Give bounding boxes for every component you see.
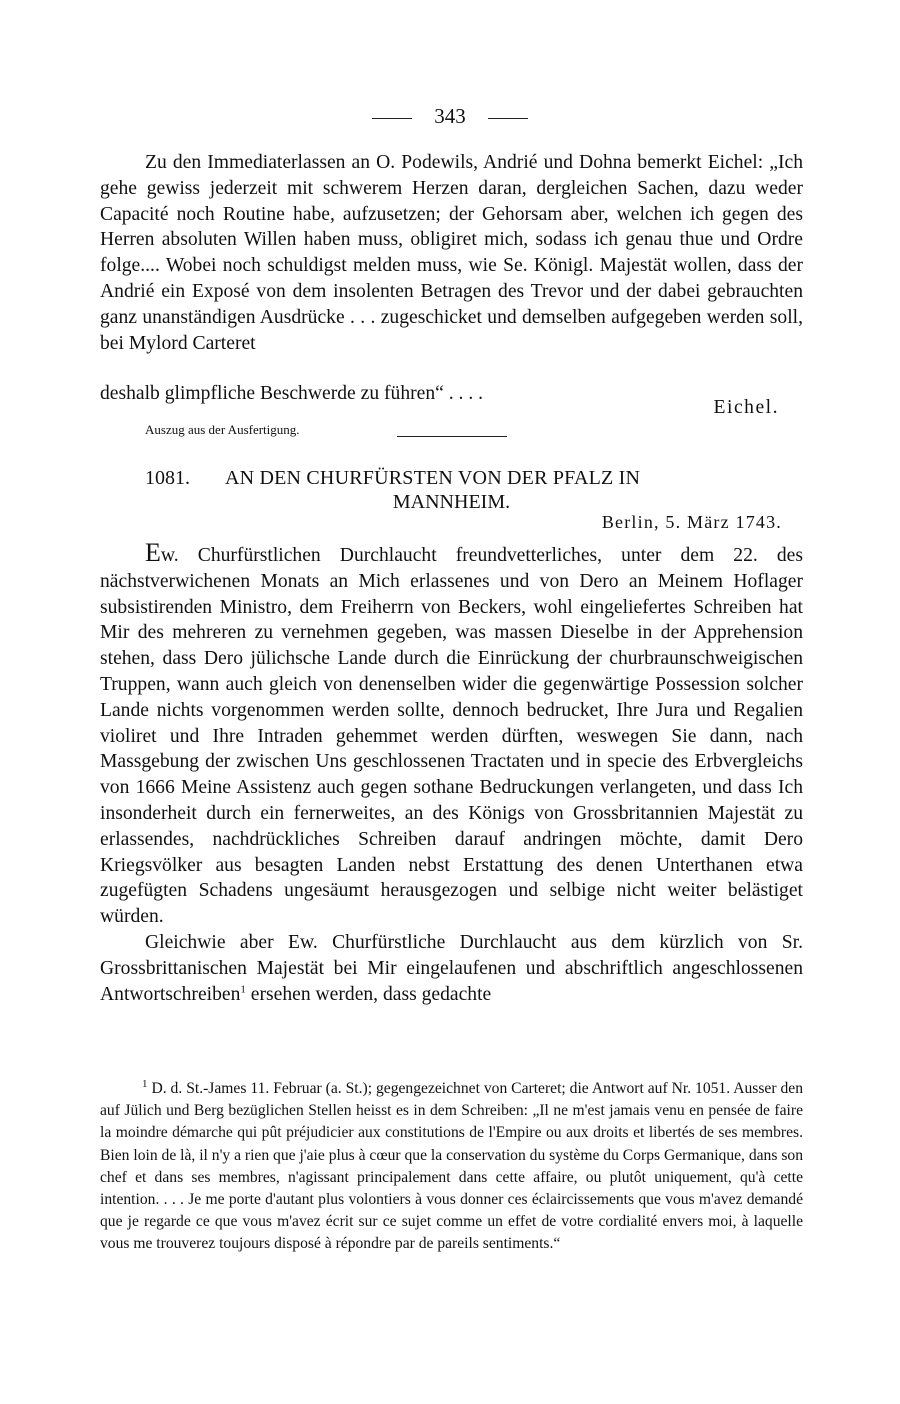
body-paragraph-1-text: w. Churfürstlichen Durchlaucht freundvetterliches, unter dem 22. des nächstverwichenen Monats an Mich erlassenes und von Dero an Meinem Hoflager subsistirenden Ministro, dem Freiherrn von Beckers, wohl eingeliefertes Schreiben hat Mir des mehreren zu vernehmen gegeben, was massen Dieselbe in der Apprehension stehen, dass Dero jülichsche Lande durch die Einrückung der churbraunschweigischen Truppen, wann auch gleich von denenselben wider die gegenwärtige Possession solcher Lande nichts vorgenommen werden sollte, dennoch bedrucket, Ihre Jura und Regalien violiret und Ihre Intraden gehemmet werden dürften, weswegen Sie dann, nach Massgebung der zwischen Uns geschlossenen Tractaten und in specie des Erbvergleichs von 1666 Meine Assistenz auch gegen sothane Bedruckungen verlangeten, und dass Ich insonderheit durch ein fernerweites, an des Königs von Grossbritannien Majestät zu erlassendes, nachdrückliches Schreiben darauf andringen möchte, damit Dero Kriegsvölker aus besagten Landen nebst Erstattung des denen Unterthanen etwa zugefügten Schadens ungesäumt herausgezogen und selbige nicht weiter belästiget würden. bbox=[100, 545, 803, 928]
header-dash-right bbox=[488, 118, 528, 119]
initial-letter: E bbox=[145, 538, 161, 567]
footnote-marker: 1 bbox=[142, 1077, 148, 1090]
letter-title-line2: MANNHEIM. bbox=[392, 491, 511, 513]
letter-title-line1: AN DEN CHURFÜRSTEN VON DER PFALZ IN bbox=[225, 467, 641, 489]
section-divider bbox=[397, 436, 507, 437]
source-note: Auszug aus der Ausfertigung. bbox=[145, 422, 300, 437]
page-header bbox=[0, 104, 900, 129]
footnote bbox=[100, 1078, 803, 1256]
intro-paragraph-text: Zu den Immediaterlassen an O. Podewils, Andrié und Dohna bemerkt Eichel: „Ich gehe gewiss jederzeit mit schwerem Herzen daran, dergleichen Sachen, dazu weder Capacité noch Routine habe, aufzusetzen; der Gehorsam aber, welchen ich gegen des Herren absoluten Willen haben muss, obligiret mich, sodass ich genau thue und Ordre folge.... Wobei noch schuldigst melden muss, wie Se. Königl. Majestät wollen, dass der Andrié ein Exposé von dem insolenten Betragen des Trevor und der dabei gebrauchten ganz unanständigen Ausdrücke . . . zugeschicket und demselben aufgegeben werden soll, bei Mylord Carteret bbox=[100, 152, 803, 354]
body-paragraph-2 bbox=[100, 930, 803, 1007]
letter-body bbox=[100, 540, 803, 1007]
header-dash-left bbox=[372, 118, 412, 119]
body-paragraph-2-text: Gleichwie aber Ew. Churfürstliche Durchlaucht aus dem kürzlich von Sr. Grossbrittanischen Majestät bei Mir eingelaufenen und abschriftlich angeschlossenen Antwortschreiben bbox=[100, 931, 803, 1005]
intro-paragraph bbox=[100, 150, 803, 356]
body-paragraph-1 bbox=[100, 540, 803, 930]
footnote-paragraph bbox=[100, 1078, 803, 1256]
body-paragraph-2-end: ersehen werden, dass gedachte bbox=[245, 983, 492, 1005]
footnote-text: D. d. St.-James 11. Februar (a. St.); gegengezeichnet von Carteret; die Antwort auf Nr. 1051. Ausser den auf Jülich und Berg bezüglichen Stellen heisst es in dem Schreiben: „Il ne m'est jamais venu en pensée de faire la moindre démarche qui pût préjudicier aux constitutions de l'Empire ou aux droits et libertés de ses membres. Bien loin de là, il n'y a rien que j'aie plus à cœur que la conservation du système du Corps Germanique, dans son chef et dans ses membres, n'agissant principalement dans cette affaire, ou plutôt uniquement, qu'à cette intention. . . . Je me porte d'autant plus volontiers à vous donner ces éclaircissements que vous m'avez demandé que je regarde ce que vous m'avez écrit sur ce sujet comme un effet de votre cordialité envers moi, à laquelle vous me trouverez toujours disposé à répondre par de pareils sentiments.“ bbox=[100, 1080, 803, 1253]
dateline: Berlin, 5. März 1743. bbox=[601, 512, 782, 532]
intro-paragraph-last-line: deshalb glimpfliche Beschwerde zu führen“ . . . . bbox=[100, 383, 484, 404]
letter-number: 1081. bbox=[145, 467, 190, 489]
page-number: 343 bbox=[434, 104, 466, 128]
signature-row bbox=[100, 383, 803, 418]
footnote-reference[interactable]: 1 bbox=[240, 983, 246, 996]
signature: Eichel. bbox=[713, 397, 779, 418]
